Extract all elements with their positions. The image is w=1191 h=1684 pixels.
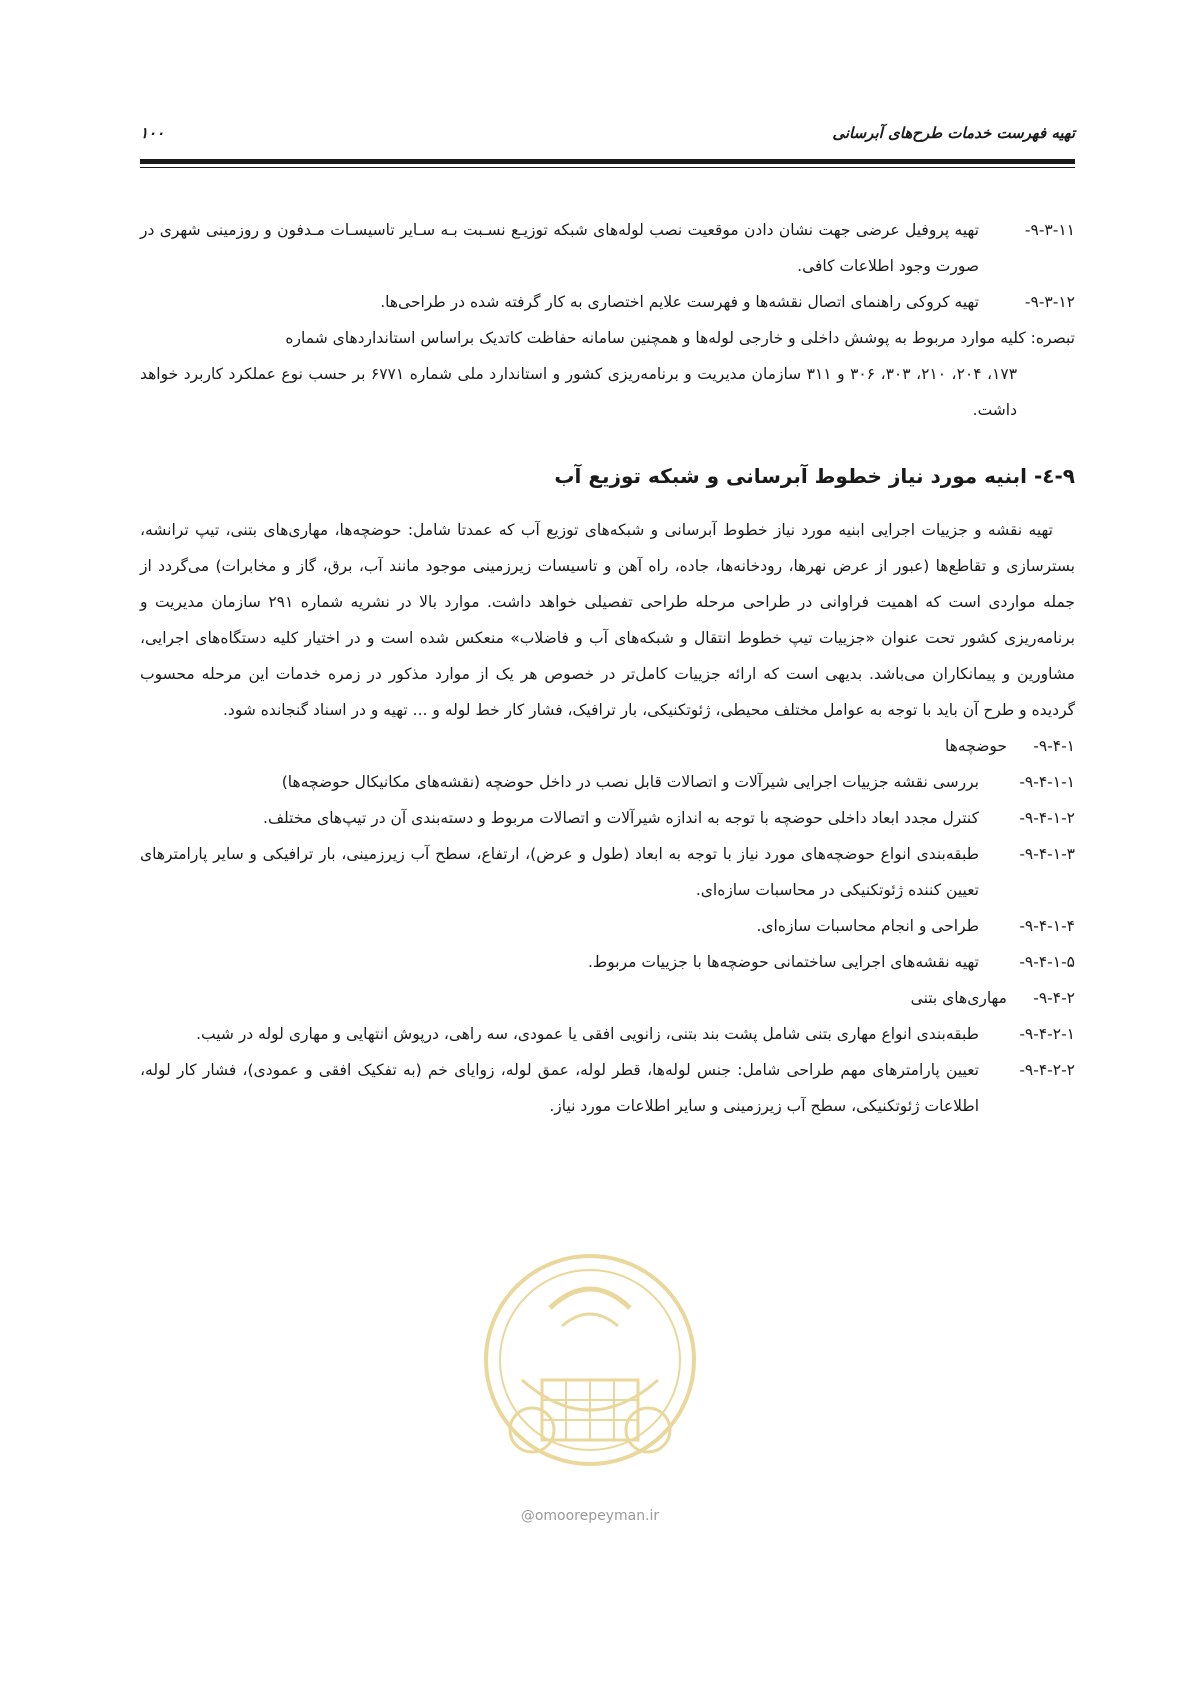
note-paragraph	[140, 320, 1075, 428]
page-number: ۱۰۰	[140, 124, 165, 142]
item-number: ۹-۴-۱-۵-	[1019, 953, 1075, 971]
item-number: ۹-۴-۱-۴-	[1019, 917, 1075, 935]
note-lead: تبصره: کلیه موارد مربوط به پوشش داخلی و خارجی لوله‌ها و همچنین سامانه حفاظت کاتدیک براساس استانداردهای شماره	[285, 329, 1075, 347]
item-number: ۹-۴-۱-۱-	[1019, 773, 1075, 791]
list-item	[140, 908, 1075, 944]
item-text: بررسی نقشه جزییات اجرایی شیرآلات و اتصالات قابل نصب در داخل حوضچه (نقشه‌های مکانیکال حوضچه‌ها)	[281, 773, 979, 791]
item-text: طبقه‌بندی انواع مهاری بتنی شامل پشت بند بتنی، زانویی افقی یا عمودی، سه راهی، درپوش انتهایی و مهاری لوله در شیب.	[196, 1025, 979, 1043]
header-title: تهیه فهرست خدمات طرح‌های آبرسانی	[832, 124, 1075, 142]
item-number: ۹-۴-۱-۳-	[1019, 845, 1075, 863]
list-item	[140, 212, 1075, 284]
item-number: ۹-۴-۱-۲-	[1019, 809, 1075, 827]
note-rest: ۱۷۳، ۲۰۴، ۲۱۰، ۳۰۳، ۳۰۶ و ۳۱۱ سازمان مدیریت و برنامه‌ریزی کشور و استاندارد ملی شماره ۶۷۷۱ بر حسب نوع عملکرد کاربرد خواهد داشت.	[140, 365, 1018, 419]
watermark-seal-icon	[470, 1230, 710, 1500]
item-text: تهیه کروکی راهنمای اتصال نقشه‌ها و فهرست علایم اختصاری به کار گرفته شده در طراحی‌ها.	[380, 293, 979, 311]
section-heading: ۹-٤- ابنیه مورد نیاز خطوط آبرسانی و شبکه توزیع آب	[554, 464, 1075, 488]
section-paragraph: تهیه نقشه و جزییات اجرایی ابنیه مورد نیاز خطوط آبرسانی و شبکه‌های توزیع آب که عمدتا شامل: حوضچه‌ها، مهاری‌های بتنی، تیپ ترانشه، بسترسازی و تقاطع‌ها (عبور از عرض نهرها، رودخانه‌ها، جاده، راه آهن و تاسیسات زیرزمینی موجود مانند آب، برق، گاز و مخابرات) می‌گردد از جمله مواردی است که اهمیت فراوانی در طراحی مرحله طراحی تفصیلی خواهد داشت. موارد بالا در نشریه شماره ۲۹۱ سازمان مدیریت و برنامه‌ریزی کشور تحت عنوان «جزییات تیپ خطوط انتقال و شبکه‌های آب و فاضلاب» منعکس شده است و در اختیار کلیه دستگاه‌های اجرایی، مشاورین و پیمانکاران می‌باشد. بدیهی است که ارائه جزییات کامل‌تر در خصوص هر یک از موارد مذکور در زمره خدمات این مرحله محسوب گردیده و طرح آن باید با توجه به عوامل مختلف محیطی، ژئوتکنیکی، بار ترافیک، فشار کار خط لوله و ... تهیه و در اسناد گنجانده شود.	[140, 521, 1075, 719]
document-body	[140, 212, 1075, 1124]
list-item	[140, 836, 1075, 908]
subsection-heading	[140, 728, 1075, 764]
subsection-title: مهاری‌های بتنی	[910, 989, 1007, 1007]
list-item	[140, 1052, 1075, 1124]
item-number: ۹-۳-۱۱-	[1024, 221, 1075, 239]
header-rule-thin	[140, 167, 1075, 168]
item-text: تهیه پروفیل عرضی جهت نشان دادن موقعیت نصب لوله‌های شبکه توزیـع نسـبت بـه سـایر تاسیسـات مـدفون و روزمینی شهری در صورت وجود اطلاعات کافی.	[140, 221, 979, 275]
list-item	[140, 284, 1075, 320]
item-number: ۹-۴-۲-۲-	[1019, 1061, 1075, 1079]
subsection-title: حوضچه‌ها	[945, 737, 1007, 755]
item-text: تعیین پارامترهای مهم طراحی شامل: جنس لوله‌ها، قطر لوله، عمق لوله، زوایای خم (به تفکیک افقی و عمودی)، فشار کار لوله، اطلاعات ژئوتکنیکی، سطح آب زیرزمینی و سایر اطلاعات مورد نیاز.	[140, 1061, 979, 1115]
list-item	[140, 800, 1075, 836]
item-text: کنترل مجدد ابعاد داخلی حوضچه با توجه به اندازه شیرآلات و اتصالات مربوط و دسته‌بندی آن در تیپ‌های مختلف.	[263, 809, 979, 827]
watermark-url: @omoorepeyman.ir	[520, 1508, 660, 1524]
item-number: ۹-۴-۲-۱-	[1019, 1025, 1075, 1043]
subsection-number: ۹-۴-۲-	[1033, 989, 1075, 1007]
item-text: طبقه‌بندی انواع حوضچه‌های مورد نیاز با توجه به ابعاد (طول و عرض)، ارتفاع، سطح آب زیرزمینی، بار ترافیکی و سایر پارامترهای تعیین کننده ژئوتکنیکی در محاسبات سازه‌ای.	[140, 845, 979, 899]
header-rule-thick	[140, 159, 1075, 164]
item-text: تهیه نقشه‌های اجرایی ساختمانی حوضچه‌ها با جزییات مربوط.	[588, 953, 979, 971]
list-item	[140, 764, 1075, 800]
item-text: طراحی و انجام محاسبات سازه‌ای.	[756, 917, 979, 935]
subsection-number: ۹-۴-۱-	[1033, 737, 1075, 755]
page-header	[140, 124, 1075, 154]
list-item	[140, 1016, 1075, 1052]
subsection-heading	[140, 980, 1075, 1016]
item-number: ۹-۳-۱۲-	[1024, 293, 1075, 311]
list-item	[140, 944, 1075, 980]
